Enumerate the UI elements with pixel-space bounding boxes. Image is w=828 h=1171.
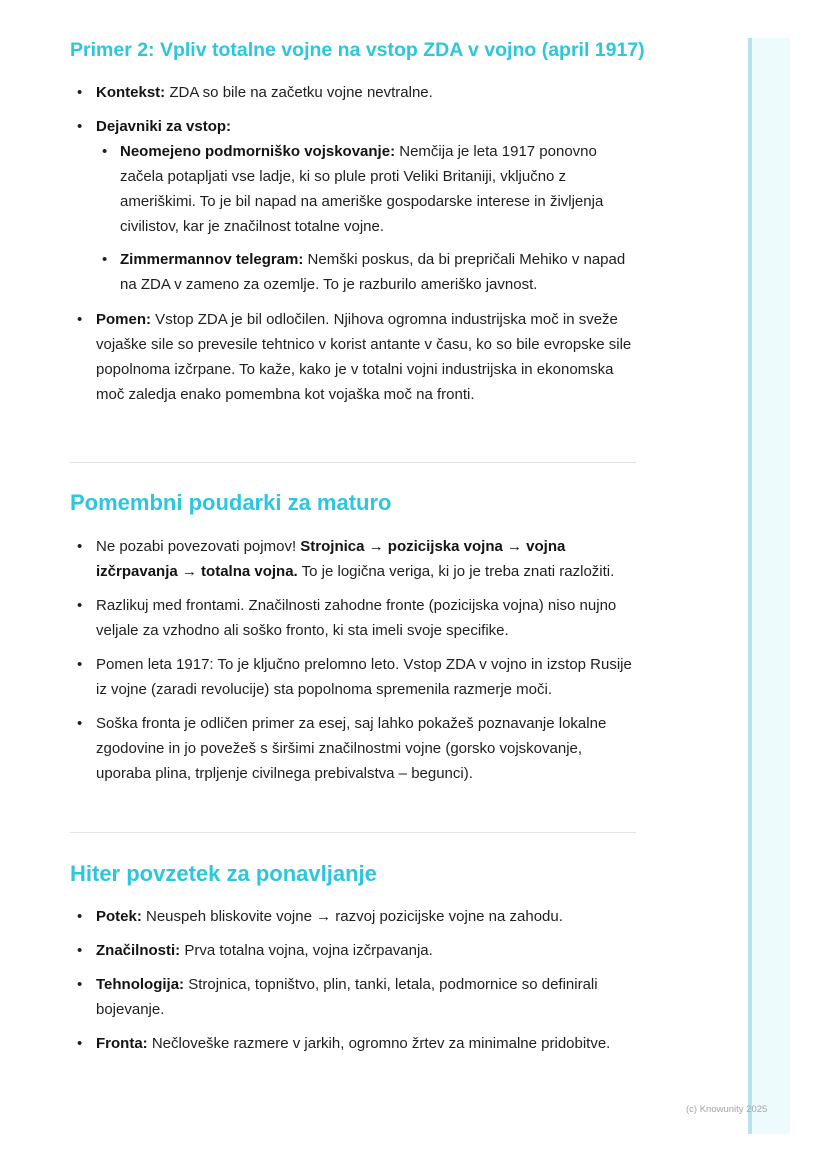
list-item [70,593,640,643]
item-label: Potek: [96,908,142,925]
side-rule [748,38,752,1134]
bullet-icon: • [77,118,83,135]
list-item [95,247,640,297]
factor-list [95,139,640,297]
item-label: Zimmermannov telegram: [120,251,304,268]
item-label: Dejavniki za vstop: [96,118,232,135]
bullet-icon: • [102,143,108,160]
item-text: Ne pozabi povezovati pojmov! [96,538,301,555]
item-text: Nemški poskus, da bi prepričali Mehiko v napad na ZDA v zameno za ozemlje. To je razburilo ameriško javnost. [120,251,626,293]
list-item [70,904,640,929]
item-text: Vstop ZDA je bil odločilen. Njihova ogromna industrijska moč in sveže vojaške sile so prevesile tehtnico v korist antante v času, ko so bile evropske sile popolnoma izčrpane. To kaže, kako je v totalni vojni industrijska in ekonomska moč zaledja enako pomembna kot vojaška moč na fronti. [96,311,632,403]
bullet-icon: • [77,84,83,101]
item-text: To je logična veriga, ki jo je treba znati razložiti. [297,563,615,580]
item-text: Neuspeh bliskovite vojne → razvoj pozicijske vojne na zahodu. [141,908,563,925]
item-text: Strojnica, topništvo, plin, tanki, letala, podmornice so definirali bojevanje. [96,976,598,1018]
list-item [70,534,640,584]
item-label: Značilnosti: [96,942,181,959]
bullet-icon: • [102,251,108,268]
side-panel [748,38,790,1134]
example2-list [70,80,640,416]
bullet-icon: • [77,311,83,328]
item-text: Soška fronta je odličen primer za esej, saj lahko pokažeš poznavanje lokalne zgodovine in jo povežeš s širšimi značilnostmi vojne (gorsko vojskovanje, uporaba plina, trpljenje civilnega prebivalstva – begunci). [96,715,607,782]
bullet-icon: • [77,942,83,959]
copyright-footer: (c) Knowunity 2025 [686,1104,768,1115]
list-item [70,972,640,1022]
example2-title: Primer 2: Vpliv totalne vojne na vstop ZDA v vojno (april 1917) [70,39,645,61]
item-text: Nečloveške razmere v jarkih, ogromno žrtev za minimalne pridobitve. [147,1035,611,1052]
emphasis-title: Pomembni poudarki za maturo [70,490,392,515]
bullet-icon: • [77,908,83,925]
item-label: Neomejeno podmorniško vojskovanje: [120,143,396,160]
item-text: Pomen leta 1917: To je ključno prelomno leto. Vstop ZDA v vojno in izstop Rusije iz vojne (zaradi revolucije) sta popolnoma spremenila razmerje moči. [96,656,632,698]
list-item [95,139,640,239]
list-item [70,938,640,963]
summary-title: Hiter povzetek za ponavljanje [70,861,377,886]
list-item [70,114,640,297]
list-item [70,80,640,105]
item-text: Prva totalna vojna, vojna izčrpavanja. [180,942,433,959]
item-label: Pomen: [96,311,152,328]
item-text: ZDA so bile na začetku vojne nevtralne. [165,84,433,101]
divider [70,832,636,833]
emphasis-list [70,534,640,795]
summary-list [70,904,640,1065]
bullet-icon: • [77,1035,83,1052]
list-item [70,711,640,786]
item-label: Kontekst: [96,84,166,101]
list-item [70,307,640,407]
divider [70,462,636,463]
item-bold-text: Strojnica → pozicijska vojna → vojna izčrpavanja → totalna vojna. [96,538,566,580]
bullet-icon: • [77,538,83,555]
bullet-icon: • [77,715,83,732]
item-label: Tehnologija: [96,976,185,993]
bullet-icon: • [77,656,83,673]
list-item [70,652,640,702]
bullet-icon: • [77,597,83,614]
bullet-icon: • [77,976,83,993]
item-text: Nemčija je leta 1917 ponovno začela potapljati vse ladje, ki so plule proti Veliki Britaniji, vključno z ameriškimi. To je bil napad na ameriške gospodarske interese in življenja civilistov, kar je značilnost totalne vojne. [120,143,604,235]
item-text: Razlikuj med frontami. Značilnosti zahodne fronte (pozicijska vojna) niso nujno veljale za vzhodno ali soško fronto, ki sta imeli svoje specifike. [96,597,617,639]
item-label: Fronta: [96,1035,148,1052]
list-item [70,1031,640,1056]
